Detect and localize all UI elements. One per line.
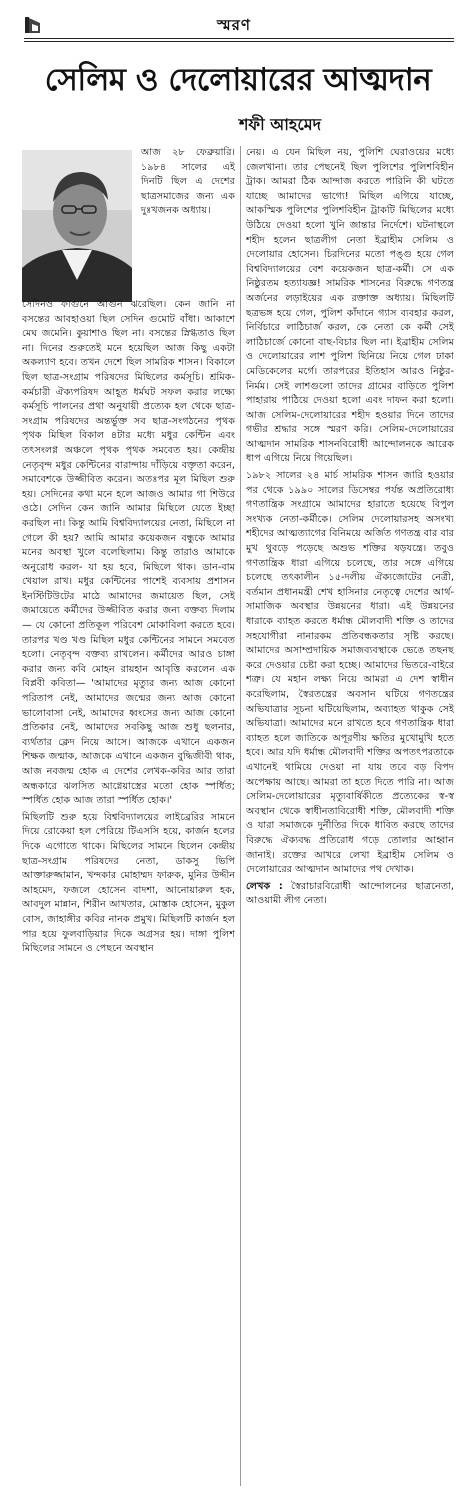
column-divider xyxy=(240,146,241,1486)
article-paragraph: সেদিনও ফাগুনে আগুন ঝরেছিল। কেন জানি না বসন্তের আবহাওয়া ছিল সেদিন গুমোট বাঁধা। আকাশে মেঘ জমেনি। কুয়াশাও ছিল না। বসন্তের স্নিগ্ধতাও ছিল না। দিনের শুরুতেই মনে হয়েছিল আজ কিছু একটা অকল্যাণ হবে। তখন দেশে ছিল সামরিক শাসন। বিকালে ছিল ছাত্র-সংগ্রাম পরিষদের মিছিলের কর্মসূচি। শ্রমিক-কর্মচারী ঐক্যপরিষদ আহূত ধর্মঘট সফল করার লক্ষ্যে কর্মসূচি পালনের প্রথা অনুযায়ী প্রত্যেক হল থেকে ছাত্র-সংগ্রাম পরিষদের অন্তর্ভুক্ত সব ছাত্র-সংগঠনের পৃথক পৃথক মিছিল বিকাল ৪টার মধ্যে মধুর কেন্টিন এবং তৎসংলগ্ন অঞ্চলে পৃথক পৃথক সমবেত হয়। কেন্দ্রীয় নেতৃবৃন্দ মধুর কেন্টিনের বারান্দায় দাঁড়িয়ে বক্তৃতা করেন, সমাবেশকে উজ্জীবিত করেন। অতঃপর মূল মিছিল শুরু হয়। সেদিনের কথা মনে হলে আজও আমার গা শিউরে ওঠে। সেদিন কেন জানি আমার মিছিলে যেতে ইচ্ছা করছিল না। কিন্তু আমি বিশ্ববিদ্যালয়ের নেতা, মিছিলে না গেলে কী হয়? আমি আমার কয়েকজন বন্ধুকে আমার মনের অবস্থা খুলে বলেছিলাম। কিন্তু তারাও আমাকে অনুরোধ করল- যা হয় হবে, মিছিলে থাক। ডান-বাম খেয়াল রাখ। মধুর কেন্টিনের পাশেই ব্যবসায় প্রশাসন ইনস্টিটিউটের মাঠে আমাদের জমায়েত ছিল, সেই জমায়েতে কর্মীদের উজ্জীবিত করার জন্য বক্তব্য দিলাম— যে কোনো প্রতিকূল পরিবেশ মোকাবিলা করতে হবে। তারপর খণ্ড খণ্ড মিছিল মধুর কেন্টিনের সামনে সমবেত হলো। নেতৃবৃন্দ বক্তব্য রাখলেন। কর্মীদের আরও চাঙ্গা করার জন্য কবি মোহন রায়হান আবৃত্তি করলেন এক বিপ্লবী কবিতা— 'আমাদের মৃত্যুর জন্য আজ কোনো পরিতাপ নেই, আমাদের জন্মের জন্য আজ কোনো ভালোবাসা নেই, আমাদের ধ্বংসের জন্য আজ কোনো প্রতিকার নেই, আমাদের সবকিছু আজ শুধু ছলনার, ব্যর্থতার ক্লেদ নিয়ে আসে। আজকে এখানে একজন শিক্ষক জন্মাক, আজকে এখানে একজন বুদ্ধিজীবী থাক, আজ নবজন্ম হোক এ দেশের লেখক-কবির আর তারা অন্ধকারে ঝলসিত আগ্নেয়াস্ত্রের মতো হোক স্পর্ধিত; স্পর্ধিত হোক আজ তারা স্পর্ধিত হোক।' xyxy=(22,299,235,807)
header-rule xyxy=(24,38,454,39)
article-byline: শফী আহমেদ xyxy=(238,115,322,134)
section-header xyxy=(0,0,468,40)
article-headline: সেলিম ও দেলোয়ারের আত্মদান xyxy=(44,62,432,98)
author-note-label: লেখক : xyxy=(246,880,283,892)
article-paragraph: মিছিলটি শুরু হয়ে বিশ্ববিদ্যালয়ের লাইব্রেরির সামনে দিয়ে রোকেয়া হল পেরিয়ে টিএসসি হয়ে, কার্জন হলের দিকে এগোতে থাকে। মিছিলের সামনে ছিলেন কেন্দ্রীয় ছাত্র-সংগ্রাম পরিষদের নেতা, ডাকসু ভিপি আক্তারুজ্জামান, খন্দকার মোহাম্মদ ফারুক, মুনির উদ্দীন আহমেদ, ফজলে হোসেন বাদশা, আনোয়ারুল হক, আবদুল মান্নান, শিরীন আখতার, মোস্তাক হোসেন, মুকুল বোস, জাহাঙ্গীর কবির নানক প্রমুখ। মিছিলটি কার্জন হল পার হয়ে ফুলবাড়িয়ার দিকে অগ্রসর হয়। দাঙ্গা পুলিশ মিছিলের সামনে ও পেছনে অবস্থান xyxy=(22,811,235,955)
header-rule-thin xyxy=(24,41,454,42)
author-note xyxy=(246,880,454,909)
article-paragraph: ১৯৮২ সালের ২৪ মার্চ সামরিক শাসন জারি হওয়ার পর থেকে ১৯৯০ সালের ডিসেম্বর পর্যন্ত অপ্রতিরোধ্য গণতান্ত্রিক সংগ্রামে আমাদের হারাতে হয়েছে বিপুল সংখ্যক নেতা-কর্মীকে। সেলিম দেলোয়ারসহ অসংখ্য শহীদের আত্মত্যাগের বিনিময়ে অর্জিত গণতন্ত্র বার বার মুখ থুবড়ে পড়েছে অশুভ শক্তির ষড়যন্ত্রে। তবুও গণতান্ত্রিক ধারা এগিয়ে চলেছে, তার সঙ্গে এগিয়ে চলেছে তৎকালীন ১৫-দলীয় ঐক্যজোটের নেত্রী, বর্তমান প্রধানমন্ত্রী শেখ হাসিনার নেতৃত্বে দেশের আর্থ-সামাজিক অবস্থার উন্নয়নের ধারা। এই উন্নয়নের ধারাকে ব্যাহত করতে ধর্মান্ধ মৌলবাদী শক্তি ও তাদের সহযোগীরা নানারকম প্রতিবন্ধকতার সৃষ্টি করছে। আমাদের অসাম্প্রদায়িক সমাজব্যবস্থাকে ভেঙে তছনছ করে দেওয়ার চেষ্টা করা হচ্ছে। আমাদের ভিতরে-বাইরে শত্রু। যে মহান লক্ষ্য নিয়ে আমরা এ দেশ স্বাধীন করেছিলাম, স্বৈরতন্ত্রের অবসান ঘটিয়ে গণতন্ত্রের অভিযাত্রার সূচনা ঘটিয়েছিলাম, অব্যাহত থাকুক সেই অভিযাত্রা। আমাদের মনে রাখতে হবে গণতান্ত্রিক ধারা ব্যাহত হলে জাতিকে অপূরণীয় ক্ষতির মুখোমুখি হতে হবে। আর যদি ধর্মান্ধ মৌলবাদী শক্তির অপতৎপরতাকে এখানেই থামিয়ে দেওয়া না যায় তবে বড় বিপদ অপেক্ষায় আছে। আমরা তা হতে দিতে পারি না। আজ সেলিম-দেলোয়ারের মৃত্যুবার্ষিকীতে প্রত্যেকের স্ব-স্ব অবস্থান থেকে স্বাধীনতাবিরোধী শক্তি, মৌলবাদী শক্তি ও যারা সমাজকে দুর্নীতির দিকে ধাবিত করছে তাদের বিরুদ্ধে ঐক্যবদ্ধ প্রতিরোধ গড়ে তোলার আহ্বান জানাই। রক্তের আখরে লেখা ইব্রাহীম সেলিম ও দেলোয়ারের আত্মদান আমাদের পথ দেখাক। xyxy=(246,470,454,876)
article-column-1 xyxy=(22,146,235,1486)
article-paragraph: আজ ২৮ ফেব্রুয়ারি। ১৯৮৪ সালের এই দিনটি ছিল এ দেশের ছাত্রসমাজের জন্য এক দুঃখজনক অধ্যায়। xyxy=(141,147,235,217)
section-label: স্মরণ xyxy=(217,16,251,34)
article-column-2 xyxy=(246,146,454,1486)
article-paragraph: নেয়। এ যেন মিছিল নয়, পুলিশি ঘেরাওয়ের মধ্যে জেলখানা। তার পেছনেই ছিল পুলিশের পুলিশবিহীন ট্রাক। আমরা ঠিক আন্দাজ করতে পারিনি কী ঘটতে যাচ্ছে আমাদের ভাগ্যে! মিছিল এগিয়ে যাচ্ছে, আকস্মিক পুলিশের পুলিশবিহীন ট্রাকটি মিছিলের মধ্যে উঠিয়ে দেওয়া হলো খুনি জান্তার নির্দেশে। ঘটনাস্থলে শহীদ হলেন ছাত্রলীগ নেতা ইব্রাহীম সেলিম ও দেলোয়ার হোসেন। চিরদিনের মতো পঙ্গু হয়ে গেল বিশ্ববিদ্যালয়ের বেশ কয়েকজন ছাত্র-কর্মী। সে এক নিষ্ঠুরতম হত্যাযজ্ঞ! সামরিক শাসনের বিরুদ্ধে গণতন্ত্র অর্জনের লড়াইয়ের এক রক্তাক্ত অধ্যায়। মিছিলটি ছত্রভঙ্গ হয়ে গেল, পুলিশ কাঁদানে গ্যাস ব্যবহার করল, নির্বিচারে লাঠিচার্জ করল, কে নেতা কে কর্মী সেই লাঠিচার্জে কোনো বাছ-বিচার ছিল না। ইব্রাহীম সেলিম ও দেলোয়ারের লাশ পুলিশ ছিনিয়ে নিয়ে গেল ঢাকা মেডিকেলের মর্গে। তারপরের ইতিহাস আরও নিষ্ঠুর-নির্মম। সেই লাশগুলো তাদের গ্রামের বাড়িতে পুলিশ পাহারায় পাঠিয়ে দেওয়া হলো এবং দাফন করা হলো। আজ সেলিম-দেলোয়ারের শহীদ হওয়ার দিনে তাদের গভীর শ্রদ্ধার সঙ্গে স্মরণ করি। সেলিম-দেলোয়ারের আত্মদান সামরিক শাসনবিরোধী আন্দোলনকে আরেক ধাপ এগিয়ে নিয়ে গিয়েছিল। xyxy=(246,147,454,465)
author-note-text: স্বৈরাচারবিরোধী আন্দোলনের ছাত্রনেতা, আওয়ামী লীগ নেতা। xyxy=(246,880,454,907)
